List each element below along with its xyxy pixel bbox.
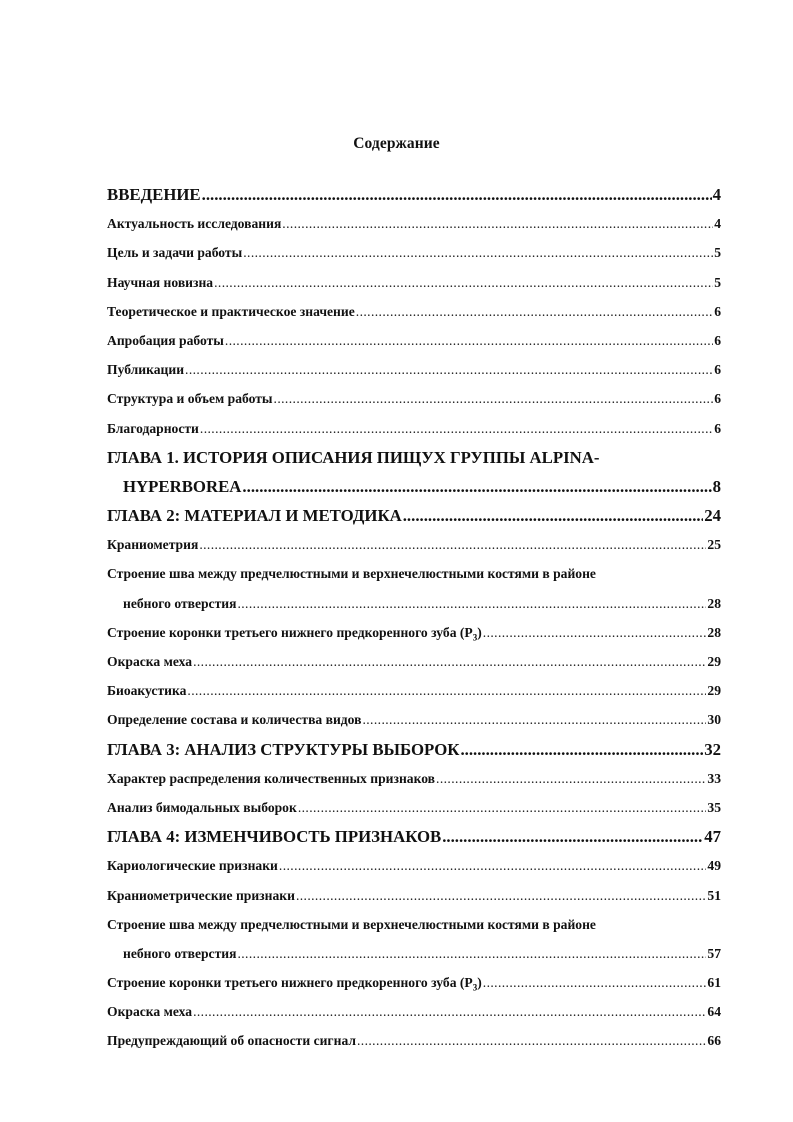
toc-page-number: 25 — [707, 537, 721, 553]
toc-label-text: Строение коронки третьего нижнего предкоренного зуба (P — [107, 624, 473, 640]
dot-leader — [200, 414, 713, 443]
dot-leader — [282, 209, 713, 238]
toc-label: Окраска меха — [107, 654, 193, 669]
dot-leader — [483, 618, 707, 647]
toc-entry-line1[interactable]: Строение шва между предчелюстными и верхнечелюстными костями в районе — [107, 916, 596, 932]
toc-page-number: 57 — [707, 945, 721, 961]
toc-entry[interactable] — [107, 268, 721, 297]
dot-leader — [237, 939, 706, 968]
dot-leader — [403, 501, 703, 530]
toc-entry[interactable] — [107, 764, 721, 793]
toc-entry[interactable] — [107, 384, 721, 413]
toc-entry[interactable] — [107, 618, 721, 647]
toc-page-number: 49 — [707, 858, 721, 874]
dot-leader — [199, 530, 706, 559]
dot-leader — [357, 1026, 706, 1055]
toc-page-number: 6 — [714, 420, 721, 436]
toc-entry[interactable] — [107, 997, 721, 1026]
dot-leader — [274, 384, 714, 413]
toc-entry-ch2[interactable] — [107, 501, 721, 530]
toc-label: Характер распределения количественных признаков — [107, 770, 436, 786]
toc-entry[interactable] — [107, 530, 721, 559]
dot-leader — [442, 822, 703, 851]
toc-page-number: 29 — [707, 683, 721, 699]
toc-page-number: 6 — [714, 362, 721, 378]
subscript: 3 — [472, 982, 478, 993]
toc-page-number: 47 — [704, 827, 721, 847]
dot-leader — [225, 326, 713, 355]
toc-page-number: 6 — [714, 391, 721, 407]
toc-label: HYPERBOREA — [123, 476, 242, 496]
toc-label: небного отверстия — [123, 945, 237, 961]
toc-entry[interactable] — [107, 939, 721, 968]
toc-page-number: 4 — [712, 185, 721, 204]
toc-label — [107, 618, 482, 647]
toc-entry[interactable] — [107, 793, 721, 822]
dot-leader — [193, 997, 706, 1026]
toc-entry[interactable] — [107, 676, 721, 705]
dot-leader — [436, 764, 706, 793]
toc-label: небного отверстия — [123, 595, 237, 611]
toc-entry[interactable] — [107, 881, 721, 910]
toc-label: Краниометрия — [107, 537, 199, 553]
toc-entry[interactable] — [107, 851, 721, 880]
toc-page-number: 6 — [714, 303, 721, 319]
toc-label: ГЛАВА 3: АНАЛИЗ СТРУКТУРЫ ВЫБОРОК — [107, 739, 460, 759]
toc-label: Окраска меха — [107, 1004, 193, 1020]
dot-leader — [202, 180, 712, 209]
toc-label-suffix: ) — [477, 624, 482, 640]
toc-entry-ch4[interactable] — [107, 822, 721, 851]
toc-page-number: 29 — [707, 654, 721, 669]
dot-leader — [296, 881, 706, 910]
toc-label-text: Строение коронки третьего нижнего предкоренного зуба (P — [107, 975, 473, 991]
dot-leader — [279, 851, 707, 880]
toc-entry[interactable] — [107, 355, 721, 384]
dot-leader — [193, 647, 706, 676]
toc-entry-ch1-line1[interactable]: ГЛАВА 1. ИСТОРИЯ ОПИСАНИЯ ПИЩУХ ГРУППЫ ALPINA- — [107, 447, 600, 467]
toc-entry[interactable] — [107, 414, 721, 443]
toc-page-number: 5 — [714, 274, 721, 290]
toc-label: ГЛАВА 2: МАТЕРИАЛ И МЕТОДИКА — [107, 506, 402, 526]
toc-page-number: 30 — [707, 712, 721, 728]
toc-entry-line1[interactable]: Строение шва между предчелюстными и верхнечелюстными костями в районе — [107, 566, 596, 582]
toc-page-number: 28 — [707, 595, 721, 611]
toc-page-number: 4 — [714, 216, 721, 232]
toc-page-number: 8 — [712, 476, 721, 496]
toc-label: Определение состава и количества видов — [107, 712, 362, 728]
dot-leader — [483, 968, 707, 997]
dot-leader — [460, 735, 703, 764]
toc-label: Предупреждающий об опасности сигнал — [107, 1033, 356, 1049]
toc-page-number: 66 — [707, 1033, 721, 1049]
page-title: Содержание — [353, 135, 440, 152]
toc-label — [107, 968, 482, 997]
dot-leader — [185, 355, 713, 384]
toc-page-number: 51 — [707, 887, 721, 903]
toc-label-suffix: ) — [477, 975, 482, 991]
dot-leader — [237, 589, 706, 618]
toc-label: ВВЕДЕНИЕ — [107, 185, 201, 204]
toc-page-number: 64 — [707, 1004, 721, 1020]
toc-entry[interactable] — [107, 326, 721, 355]
toc-label: Краниометрические признаки — [107, 887, 295, 903]
toc-entry[interactable] — [107, 209, 721, 238]
toc-entry[interactable] — [107, 297, 721, 326]
toc-label: Апробация работы — [107, 332, 224, 348]
dot-leader — [362, 705, 706, 734]
dot-leader — [214, 268, 713, 297]
toc-entry[interactable] — [107, 589, 721, 618]
toc-label: Актуальность исследования — [107, 216, 282, 232]
toc-entry[interactable] — [107, 238, 721, 267]
toc-page-number: 35 — [707, 799, 721, 815]
dot-leader — [242, 472, 711, 501]
toc-label: Биоакустика — [107, 683, 187, 699]
toc-page-number: 32 — [704, 739, 721, 759]
toc-entry[interactable] — [107, 1026, 721, 1055]
subscript: 3 — [472, 632, 478, 643]
toc-entry[interactable] — [107, 647, 721, 676]
toc-label: Цель и задачи работы — [107, 245, 243, 261]
toc-page-number: 33 — [707, 770, 721, 786]
toc-label: Благодарности — [107, 420, 199, 436]
toc-page-number: 6 — [714, 332, 721, 348]
toc-page-number: 24 — [704, 506, 721, 526]
dot-leader — [187, 676, 706, 705]
dot-leader — [298, 793, 707, 822]
toc-label: Теоретическое и практическое значение — [107, 303, 355, 319]
toc-label: Структура и объем работы — [107, 391, 273, 407]
toc-entry-intro[interactable] — [107, 180, 721, 209]
dot-leader — [356, 297, 713, 326]
dot-leader — [243, 238, 713, 267]
toc-entry[interactable] — [107, 705, 721, 734]
toc-label: Публикации — [107, 362, 185, 378]
table-of-contents — [107, 180, 721, 1056]
toc-entry-ch3[interactable] — [107, 735, 721, 764]
toc-page-number: 61 — [707, 975, 721, 991]
toc-page-number: 5 — [714, 245, 721, 261]
toc-page-number: 28 — [707, 624, 721, 640]
toc-label: ГЛАВА 4: ИЗМЕНЧИВОСТЬ ПРИЗНАКОВ — [107, 827, 442, 847]
toc-label: Анализ бимодальных выборок — [107, 799, 297, 815]
toc-entry[interactable] — [107, 968, 721, 997]
toc-label: Кариологические признаки — [107, 858, 278, 874]
toc-entry-ch1[interactable] — [107, 472, 721, 501]
toc-label: Научная новизна — [107, 274, 214, 290]
